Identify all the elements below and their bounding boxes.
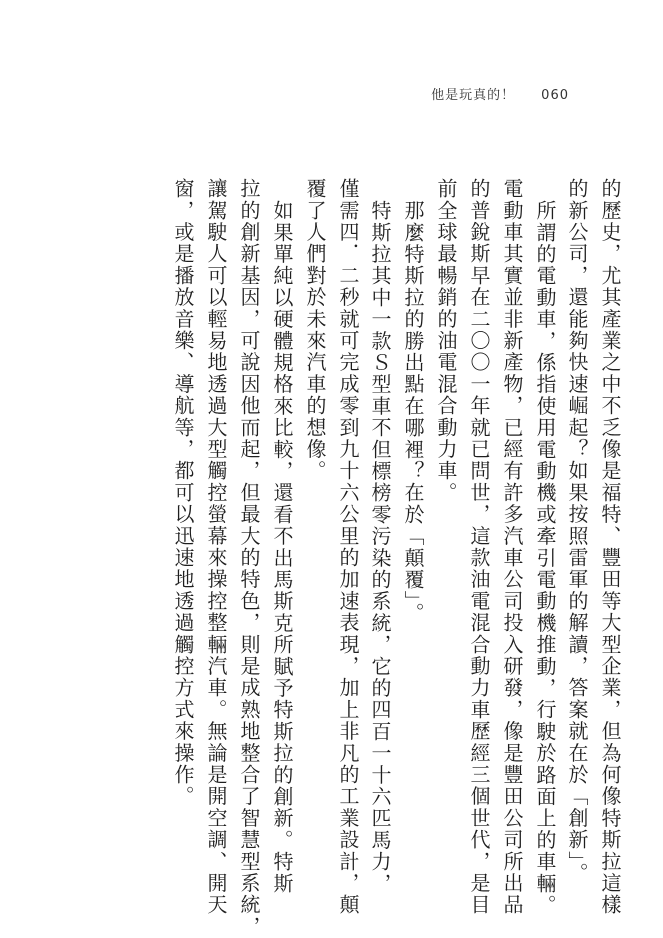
text-line: 僅需四．二秒就可完成零到九十六公里的加速表現，加上非凡的工業設計，顛 [336, 178, 360, 916]
header-title: 他是玩真的！ [431, 88, 516, 103]
text-line: 的普銳斯早在二〇〇一年就已問世，這款油電混合動力車歷經三個世代，是目 [467, 178, 491, 916]
text-line: 所謂的電動車，係指使用電動機或牽引電動機推動，行駛於路面上的車輛。 [533, 200, 557, 917]
text-line: 讓駕駛人可以輕易地透過大型觸控螢幕來操控整輛汽車。無論是開空調、開天 [204, 178, 228, 916]
text-line: 的歷史，尤其產業之中不乏像是福特、豐田等大型企業，但為何像特斯拉這樣 [598, 178, 622, 916]
text-line: 特斯拉其中一款Ｓ型車不但標榜零污染的系統，它的四百一十六匹馬力， [368, 200, 392, 895]
text-line: 窗，或是播放音樂、導航等，都可以迅速地透過觸控方式來操作。 [171, 178, 195, 808]
text-line: 如果單純以硬體規格來比較，還看不出馬斯克所賦予特斯拉的創新。特斯 [270, 200, 294, 895]
running-header [431, 84, 569, 103]
text-line: 那麼特斯拉的勝出點在哪裡？在於「顛覆」。 [401, 200, 425, 624]
text-line: 前全球最暢銷的油電混合動力車。 [434, 178, 458, 504]
text-line: 拉的創新基因，可說因他而起，但最大的特色，則是成熟地整合了智慧型系統， [237, 178, 261, 938]
page-number: 060 [541, 88, 569, 103]
text-line: 覆了人們對於未來汽車的想像。 [303, 178, 327, 482]
text-line: 電動車其實並非新產物，已經有許多汽車公司投入研發，像是豐田公司所出品 [500, 178, 524, 916]
text-line: 的新公司，還能夠快速崛起？如果按照雷軍的解讀，答案就在於「創新」。 [565, 178, 589, 885]
